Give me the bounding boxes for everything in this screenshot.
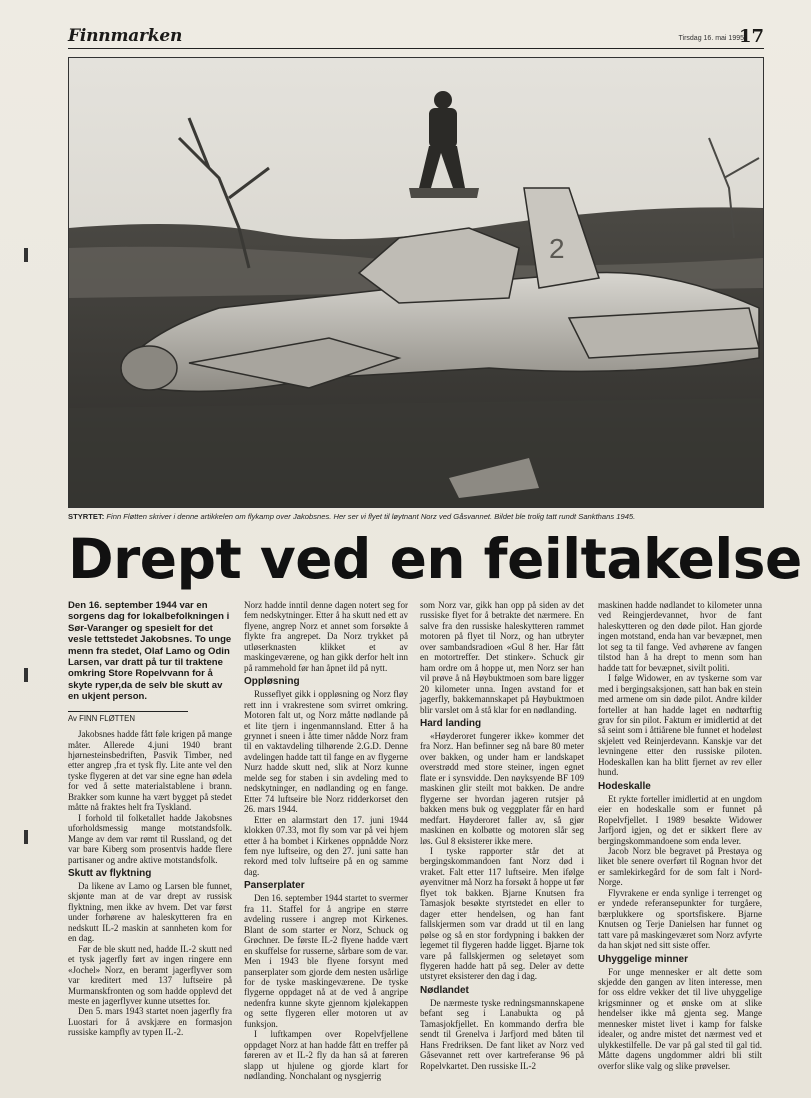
- paragraph: Jacob Norz ble begravet på Prestøya og liket ble senere overført til Rognan hvor det er samlekirkegård for de som falt i Nord-Norge.: [598, 845, 762, 888]
- caption-text: Finn Fløtten skriver i denne artikkelen om flykamp over Jakobsnes. Her ser vi flyet til løytnant Norz ved Gåsvannet. Bildet ble trolig tatt rundt Sankthans 1945.: [106, 512, 636, 521]
- paragraph: Da likene av Lamo og Larsen ble funnet, skjønte man at de var drept av russisk flyktning, men ikke av hvem. Det var først under forhørene av haleskytteren fra en nedskutt IL-2 maskin at sannheten kom for en dag.: [68, 881, 232, 944]
- paragraph: maskinen hadde nødlandet to kilometer unna ved Reingjerdevannet, hvor de fant haleskytteren og den døde pilot. Han gjorde ingen motstand, enda han var bevæpnet, men lot seg ta til fange. Ved avhørene av fangen tilstod han å ha drept to menn som han hadde tatt for bevæpnet, sivilt politi.: [598, 600, 762, 673]
- paragraph: Norz hadde inntil denne dagen notert seg for fem nedskytninger. Etter å ha skutt ned ett av flyene, angrep Norz et annet som forsøkte å flykte fra angrepet. Da Norz trykket på utløserknasten klikket et av maskingeværene, og han gikk derfor helt inn på rammehold før han åpnet ild på nytt.: [244, 600, 408, 673]
- subheading: Panserplater: [244, 880, 305, 892]
- paragraph: som Norz var, gikk han opp på siden av det russiske flyet for å betrakte det nærmere. En salve fra den russiske haleskytteren rammet motoren på flyet til Norz, og han utbryter over sambandsradioen «Gul 8 her. Har fått en motortreffer. Det stinker». Schuck gir ham ordre om å hoppe ut, men Norz ser han vil prøve å nå Høybuktmoen som bare ligger 20 kilometer unna. Ingen avstand for et jagerfly, bakkemannskapet på Høybuktmoen blir varslet om å stå klar for en nødlanding.: [420, 600, 584, 715]
- subheading: Nødlandet: [420, 984, 469, 996]
- subheading: Hodeskalle: [598, 780, 651, 792]
- subheading: Oppløsning: [244, 676, 300, 688]
- paragraph: I følge Widower, en av tyskerne som var med i bergingsaksjonen, satt han bak en stein med armene om sin døde pilot. Andre kilder forteller at han hadde laget en nødtørftig grav for sin pilot. Faktum er imidlertid at det så seint som i åttiårene ble funnet et hodeløst skjelett ved Reinjerdevann. Kanskje var det levningene etter den russiske piloten. Hodeskallen kan ha blitt fjernet av rev eller hund.: [598, 673, 762, 778]
- subheading: Skutt av flyktning: [68, 868, 152, 879]
- paragraph: De nærmeste tyske redningsmannskapene befant seg i Lanabukta og på Tamasjokfjellet. En kommando derfra ble sendt til Grenelva i Jarfjord med båten til Hans Fredriksen. De fant liket av Norz ved Gåsevannet rett over kartreferanse 96 på Ropelvkartet. Den russiske IL-2: [420, 997, 584, 1071]
- article-column-1: [68, 600, 232, 1038]
- subheading: Hard landing: [420, 717, 482, 729]
- paragraph: I forhold til folketallet hadde Jakobsnes uforholdsmessig mange motstandsfolk. Mange av dem var rømt til Russland, og det var bare Kiberg som prosentvis hadde flere partisaner og andre aktive motstandsfolk.: [68, 812, 232, 865]
- issue-date: Tirsdag 16. mai 1995: [678, 35, 744, 42]
- page-number: 17: [738, 26, 764, 47]
- paragraph: Etter en alarmstart den 17. juni 1944 klokken 07.33, mot fly som var på vei hjem etter å ha bombet i Kirkenes oppnådde Norz fem nye luftseire, og den 27. juni satte han rekord med tolv luftseire på en og samme dag.: [244, 814, 408, 877]
- crashed-plane-photo: [68, 57, 764, 508]
- headline: Drept ved en feiltakelse: [68, 527, 802, 591]
- article-column-2: [244, 600, 408, 1081]
- caption-lead: STYRTET:: [68, 512, 105, 521]
- photo-caption: [68, 512, 762, 522]
- paragraph: Før de ble skutt ned, hadde IL-2 skutt ned et tysk jagerfly ført av ingen ringere enn «Jochel» Norz, en beramt jagerflyver som var kreditert med 137 luftseire på Murmanskfronten og som hadde opplevd det meste en jagerflyver kunne utsettes for.: [68, 943, 232, 1006]
- byline: Av FINN FLØTTEN: [68, 711, 188, 724]
- article-column-4: [598, 600, 762, 1071]
- paragraph: I luftkampen over Ropelvfjellene oppdaget Norz at han hadde fått en treffer på føreren av et IL-2 fly da han så at føreren slapp ut hjulene og gjorde klart for nødlanding. Nonchalant og nysgjerrig: [244, 1029, 408, 1082]
- paragraph: Den 5. mars 1943 startet noen jagerfly fra Luostari for å avskjære en formasjon russiske kampfly av typen IL-2.: [68, 1006, 232, 1038]
- plane-marking: 2: [549, 233, 565, 264]
- paragraph: Jakobsnes hadde fått føle krigen på mange måter. Allerede 4.juni 1940 brant hjørnesteinsbedriften, Pasvik Timber, ned etter angrep ,fra et tysk fly. Lite ante vel den tyske flygeren at det var sine egne han ødela for ved å sette materialstablene i brann. Brakker som kunne ha vært bygget på stedet måtte nå fraktes helt fra Tyskland.: [68, 729, 232, 813]
- subheading: Uhyggelige minner: [598, 953, 689, 965]
- paragraph: «Høyderoret fungerer ikke» kommer det fra Norz. Han befinner seg nå bare 80 meter over bakken, og under ham er landskapet overstrødd med store steiner, ingen egnet flate er i synsvidde. Den nøyksyende BF 109 maskinen glir steilt mot bakken. De andre flygerne ser hvordan jageren rutsjer på bakken mens buk og veggplater får en hard medfart. Høyderoret faller av, så gjør maskinen en kolbøtte og motoren slår seg løs. Gul 8 eksisterer ikke mere.: [420, 730, 584, 846]
- article-column-3: [420, 600, 584, 1071]
- photo-illustration: [69, 58, 763, 507]
- binding-mark: [24, 668, 28, 682]
- masthead: Finnmarken: [68, 26, 183, 46]
- paragraph: Et rykte forteller imidlertid at en ungdom eier en hodeskalle som er funnet på Ropelvfjellet. I 1989 besøkte Widower Jarfjord igjen, og det er sikkert flere av bergingskommandoene som enda lever.: [598, 793, 762, 846]
- binding-mark: [24, 248, 28, 262]
- paragraph: For unge mennesker er alt dette som skjedde den gangen av liten interesse, men for oss eldre vekker det til live uhyggelige krigsminner og et ønske om at slike hendelser ikke må gjenta seg. Mange mennesker mistet livet i kamp for falske idealer, og andre mistet det nærmest ved et ulykkestilfelle. De var på gal sted til gal tid. Måtte dagens ungdommer aldri bli stilt overfor slike valg og slike prøvelser.: [598, 966, 762, 1071]
- paragraph: Den 16. september 1944 startet to svermer fra 11. Staffel for å angripe en større avdeling russere i angrep mot Kirkenes. Blant de som starter er Norz, Schuck og Grøchner. De første IL-2 flyene hadde vært en skuffelse for russerne, sårbare som de var. Men i 1943 ble flyene forsynt med panserplater som gjorde dem nesten usårlige for de tyske maskingeværene. De tyske flygerne oppdaget nå at de ved å angripe nedenfra kunne skyte gjennom kjølekappen og sette flygeren eller motoren ut av funksjon.: [244, 893, 408, 1029]
- paragraph: Flyvrakene er enda synlige i terrenget og er yndede referansepunkter for turgåere, bærplukkere og sportsfiskere. Bjarne Knutsen og Terje Danielsen har funnet og tatt vare på maskingeværet som Norz avfyrte da han skjøt ned sitt siste offer.: [598, 887, 762, 951]
- paragraph: I tyske rapporter står det at bergingskommandoen fant Norz død i vraket. Falt etter 117 luftseire. Men ifølge øyenvitner må Norz ha forsøkt å hoppe ut før flyet tok bakken. Bjarne Knutsen fra Tamasjok besøkte styrtstedet en eller to dager etter hendelsen, og han fant fallskjermen som var dradd ut til en lang pølse og så en stor fordypning i bakken der legemet til flygeren hadde ligget. Bjarne tok vare på fallskjermen og seletøyet som flygeren hadde hatt på seg. Deler av dette utstyret eksisterer den dag i dag.: [420, 845, 584, 982]
- page-header: [68, 24, 764, 49]
- binding-mark: [24, 830, 28, 844]
- paragraph: Russeflyet gikk i oppløsning og Norz fløy rett inn i vrakrestene som svirret omkring. Motoren falt ut, og Norz måtte nødlande på et lite tjern i ingenmannsland. Etter å ha grynnet i sneen i åtte timer nådde Norz fram til en vaktavdeling tilhørende 2.G.D. Denne avdelingen hadde tatt til fange en av flygerne Nurz hadde skutt ned, slik at Norz kunne melde seg for staben i sin avdeling med to nedskytninger, en nødlanding og en fange. Etter 74 luftseire ble Norz ridderkorset den 26. mars 1944.: [244, 689, 408, 815]
- article-intro: Den 16. september 1944 var en sorgens dag for lokalbefolkningen i Sør-Varanger og spesielt for det vesle tettstedet Jakobsnes. To unge menn fra stedet, Olaf Lamo og Odin Larsen, var dratt på tur til traktene omkring Store Ropelvvann for å skyte ryper,da de selv ble skutt av en ukjent person.: [68, 600, 232, 703]
